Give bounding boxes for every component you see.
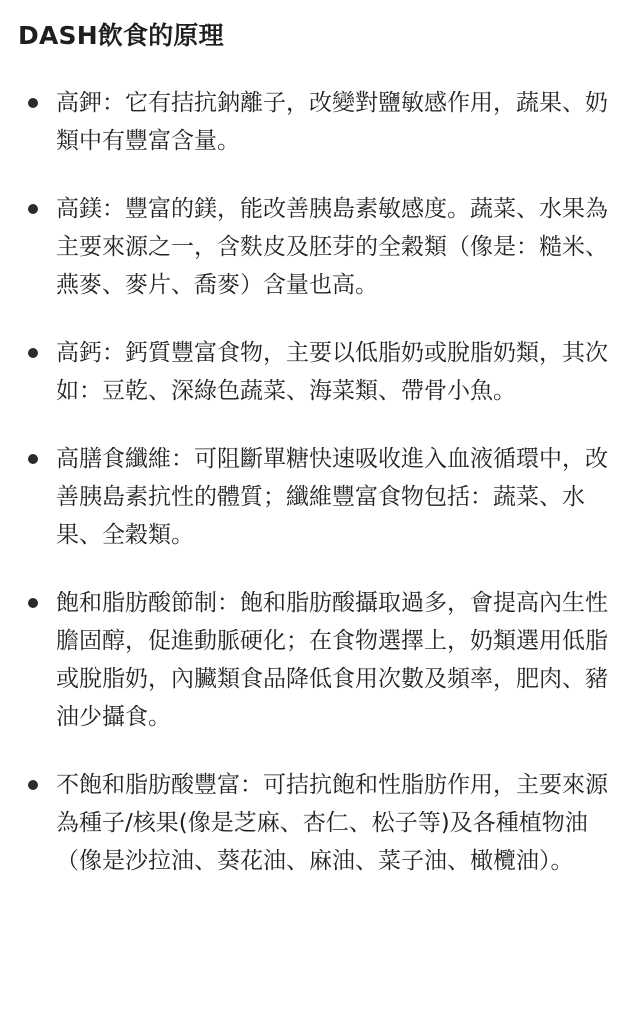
- list-item-saturated-fat: [0, 584, 629, 736]
- list-item-text: 高膳食纖維：可阻斷單糖快速吸收進入血液循環中，改善胰島素抗性的體質；纖維豐富食物包括：蔬菜、水果、全穀類。: [56, 446, 608, 548]
- bullet-dot-icon: [28, 98, 38, 108]
- bullet-dot-icon: [28, 204, 38, 214]
- list-item-potassium: [0, 84, 629, 160]
- list-item-text: 高鈣：鈣質豐富食物，主要以低脂奶或脫脂奶類，其次如：豆乾、深綠色蔬菜、海菜類、帶骨小魚。: [56, 340, 608, 404]
- list-item-calcium: [0, 334, 629, 410]
- bullet-dot-icon: [28, 348, 38, 358]
- list-item-text: 飽和脂肪酸節制：飽和脂肪酸攝取過多，會提高內生性膽固醇，促進動脈硬化；在食物選擇上，奶類選用低脂或脫脂奶，內臟類食品降低食用次數及頻率，肥肉、豬油少攝食。: [56, 590, 608, 730]
- list-item-text: 高鎂：豐富的鎂，能改善胰島素敏感度。蔬菜、水果為主要來源之一，含麩皮及胚芽的全穀類（像是：糙米、燕麥、麥片、喬麥）含量也高。: [56, 196, 608, 298]
- page-title: DASH飲食的原理: [18, 21, 224, 50]
- bullet-dot-icon: [28, 454, 38, 464]
- list-item-text: 不飽和脂肪酸豐富：可拮抗飽和性脂肪作用，主要來源為種子/核果(像是芝麻、杏仁、松子等)及各種植物油（像是沙拉油、葵花油、麻油、菜子油、橄欖油）。: [56, 772, 608, 874]
- bullet-dot-icon: [28, 598, 38, 608]
- list-item-text: 高鉀：它有拮抗鈉離子，改變對鹽敏感作用，蔬果、奶類中有豐富含量。: [56, 90, 608, 154]
- bullet-list: [0, 84, 629, 910]
- bullet-dot-icon: [28, 780, 38, 790]
- list-item-fiber: [0, 440, 629, 554]
- list-item-magnesium: [0, 190, 629, 304]
- list-item-unsaturated-fat: [0, 766, 629, 880]
